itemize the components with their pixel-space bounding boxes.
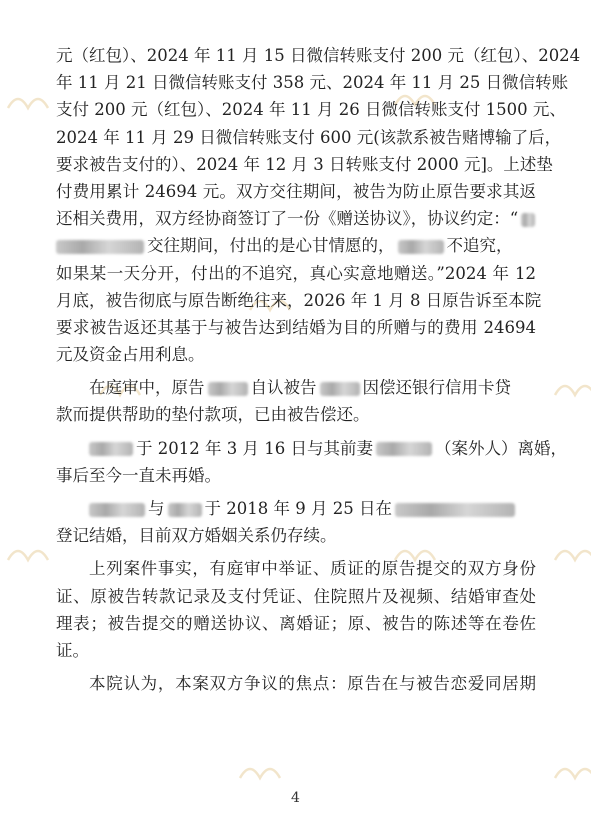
- text-line: 月底，被告彻底与原告断绝往来，2026 年 1 月 8 日原告诉至本院: [56, 290, 542, 310]
- text-line: 2024 年 11 月 29 日微信转账支付 600 元(该款系被告赌博输了后，: [56, 127, 562, 147]
- paragraph-line: [56, 374, 536, 401]
- redaction-block: [168, 503, 202, 517]
- text-segment: （案外人）离婚，: [434, 438, 567, 458]
- text-segment: 交往期间，付出的是心甘情愿的，: [147, 236, 395, 256]
- paragraph-line: [56, 435, 567, 462]
- text-segment: 因偿还银行信用卡贷: [362, 378, 511, 398]
- text-segment: 自认被告: [250, 378, 317, 398]
- redaction-block: [320, 382, 360, 396]
- redaction-block: [376, 442, 432, 456]
- redaction-block: [89, 442, 133, 456]
- text-line: 证。: [56, 640, 89, 660]
- paragraph-line: [56, 495, 536, 522]
- redaction-block: [56, 240, 144, 254]
- text-line: 元及资金占用利息。: [56, 345, 205, 365]
- text-segment: 与: [148, 499, 165, 518]
- text-segment: 于 2018 年 9 月 25 日在: [204, 499, 392, 518]
- text-line: 支付 200 元（红包）、2024 年 11 月 26 日微信转账支付 1500 元、: [56, 100, 566, 120]
- text-line: 年 11 月 21 日微信转账支付 358 元、2024 年 11 月 25 日微信转账: [56, 73, 569, 93]
- text-line: 事后至今一直未再婚。: [56, 465, 221, 485]
- text-line: 要求被告返还其基于与被告达到结婚为目的所赠与的费用 24694: [56, 317, 536, 337]
- paragraph-line: 本院认为，本案双方争议的焦点：原告在与被告恋爱同居期: [89, 674, 536, 694]
- redaction-block: [208, 382, 248, 396]
- redaction-block: [521, 213, 535, 227]
- text-line: 证、原被告转款记录及支付凭证、住院照片及视频、结婚审查处: [56, 586, 536, 606]
- redaction-block: [398, 240, 444, 254]
- text-line: 如果某一天分开，付出的不追究，真心实意地赠送。”2024 年 12: [56, 263, 536, 283]
- text-segment: 还相关费用，双方经协商签订了一份《赠送协议》，协议约定：“: [56, 209, 519, 229]
- text-line: 款而提供帮助的垫付款项，已由被告偿还。: [56, 405, 370, 425]
- page-number: 4: [291, 790, 300, 806]
- paragraph-line: 上列案件事实，有庭审中举证、质证的原告提交的双方身份: [89, 559, 536, 579]
- text-line: 付费用累计 24694 元。双方交往期间，被告为防止原告要求其返: [56, 181, 536, 201]
- document-body: [56, 42, 581, 697]
- text-line: [56, 205, 536, 232]
- text-line: 元（红包）、2024 年 11 月 15 日微信转账支付 200 元（红包）、2024: [56, 46, 581, 65]
- redaction-block: [89, 503, 145, 517]
- text-line: 理表；被告提交的赠送协议、离婚证；原、被告的陈述等在卷佐: [56, 613, 536, 633]
- redaction-block: [395, 503, 515, 517]
- text-segment: 不追究，: [446, 236, 513, 256]
- text-line: 登记结婚，目前双方婚姻关系仍存续。: [56, 526, 337, 546]
- text-line: 要求被告支付的）、2024 年 12 月 3 日转账支付 2000 元]。上述垫: [56, 154, 553, 174]
- text-segment: 于 2012 年 3 月 16 日与其前妻: [136, 438, 373, 458]
- text-segment: 在庭审中，原告: [89, 378, 205, 398]
- text-line: [56, 232, 536, 259]
